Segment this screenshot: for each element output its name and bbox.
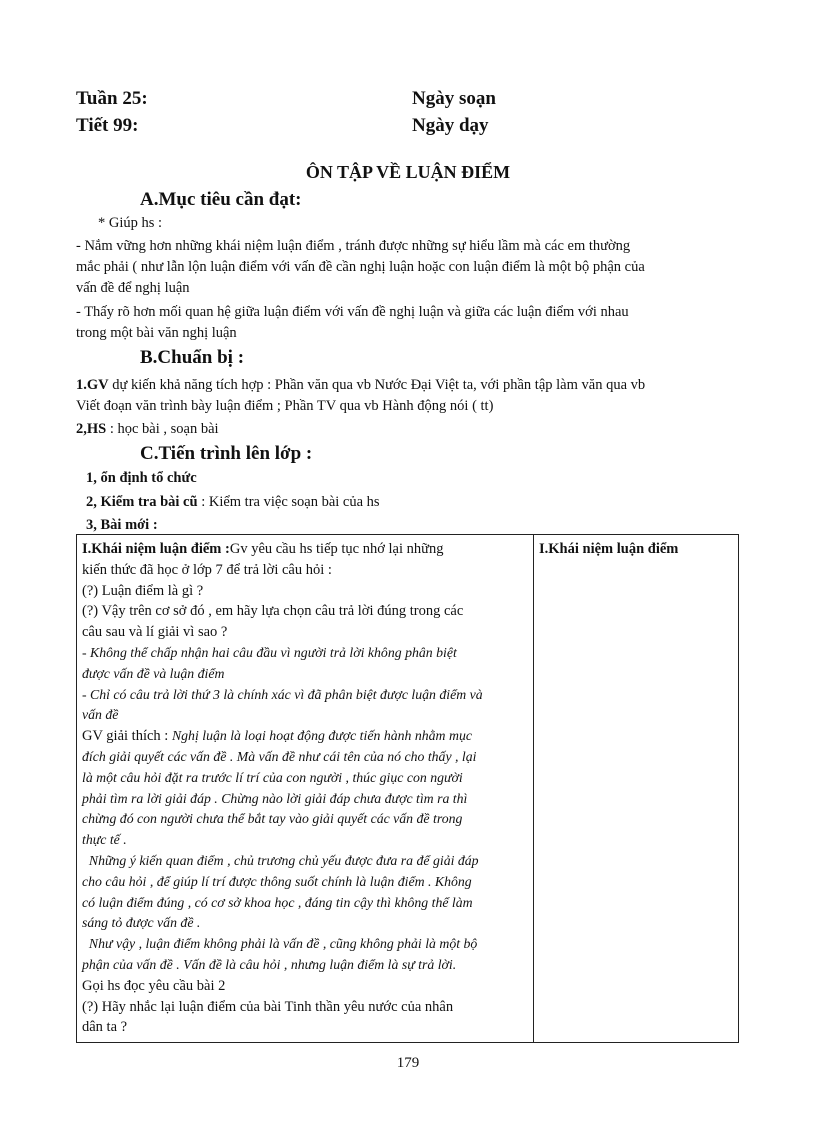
hs-label: 2,HS xyxy=(76,421,107,437)
table-line: Gọi hs đọc yêu cầu bài 2 xyxy=(82,977,226,994)
explain-line: chừng đó con người chưa thể bắt tay vào giải quyết các vấn đề trong xyxy=(82,811,463,827)
question-line: (?) Hãy nhắc lại luận điểm của bài Tinh thần yêu nước của nhân xyxy=(82,998,454,1015)
section-a-line: - Nắm vững hơn những khái niệm luận điểm , tránh được những sự hiểu lầm mà các em thường xyxy=(76,238,631,254)
section-c-heading: C.Tiến trình lên lớp : xyxy=(140,443,313,464)
table-line: câu sau và lí giải vì sao ? xyxy=(82,624,228,641)
section-a-intro: * Giúp hs : xyxy=(98,215,163,231)
week-label: Tuần 25: xyxy=(76,88,148,109)
content-heading: I.Khái niệm luận điểm xyxy=(539,541,679,557)
section-a-heading: A.Mục tiêu cần đạt: xyxy=(140,189,302,210)
explain-line: Nghị luận là loại hoạt động được tiến hành nhằm mục xyxy=(171,728,472,744)
answer-line: - Chỉ có câu trả lời thứ 3 là chính xác vì đã phân biệt được luận điểm và xyxy=(82,686,483,702)
hs-text: : học bài , soạn bài xyxy=(106,421,219,437)
explain-line: phận của vấn đề . Vấn đề là câu hỏi , nhưng luận điểm là sự trả lời. xyxy=(82,956,457,972)
content-cell xyxy=(534,535,739,1043)
table-line: kiến thức đã học ở lớp 7 để trả lời câu hỏi : xyxy=(82,561,332,578)
prep-date-label: Ngày soạn xyxy=(412,88,496,109)
concept-heading: I.Khái niệm luận điểm : xyxy=(82,541,230,557)
section-a-line: mắc phải ( như lẫn lộn luận điểm với vấn đề cần nghị luận hoặc con luận điểm là một bộ phận của xyxy=(76,259,645,275)
step-3: 3, Bài mới : xyxy=(86,517,158,533)
lesson-table xyxy=(76,534,739,1043)
question-line: (?) Vậy trên cơ sở đó , em hãy lựa chọn câu trả lời đúng trong các xyxy=(82,603,464,620)
explain-line: phải tìm ra lời giải đáp . Chừng nào lời giải đáp chưa được tìm ra thì xyxy=(82,790,468,806)
step-2 xyxy=(86,492,380,513)
lesson-label: Tiết 99: xyxy=(76,115,139,136)
explain-line: Những ý kiến quan điểm , chủ trương chủ yếu được đưa ra để giải đáp xyxy=(82,852,479,868)
table-line: Gv yêu cầu hs tiếp tục nhớ lại những xyxy=(229,541,444,557)
answer-line: vấn đề xyxy=(82,707,119,723)
gv-text: dự kiến khả năng tích hợp : Phần văn qua vb Nước Đại Việt ta, với phần tập làm văn qua vb xyxy=(108,377,646,393)
answer-line: được vấn đề và luận điểm xyxy=(82,665,225,681)
section-b-gv xyxy=(76,375,645,396)
step-1: 1, ổn định tổ chức xyxy=(86,470,197,486)
section-b-hs xyxy=(76,419,219,440)
step-2-label: 2, Kiểm tra bài cũ xyxy=(86,494,198,510)
explain-line: Như vậy , luận điểm không phải là vấn đề , cũng không phải là một bộ xyxy=(82,936,478,952)
explain-line: là một câu hỏi đặt ra trước lí trí của con người , thúc giục con người xyxy=(82,769,463,785)
table-line: dân ta ? xyxy=(82,1019,128,1036)
explain-line: có luận điểm đúng , có cơ sở khoa học , đáng tin cậy thì không thể làm xyxy=(82,894,473,910)
explain-line: đích giải quyết các vấn đề . Mà vấn đề như cái tên của nó cho thấy , lại xyxy=(82,748,477,764)
explain-label: GV giải thích : xyxy=(82,728,172,745)
section-a-line: - Thấy rõ hơn mối quan hệ giữa luận điểm với vấn đề nghị luận và giữa các luận điểm với nhau xyxy=(76,304,629,320)
page-title: ÔN TẬP VỀ LUẬN ĐIỂM xyxy=(305,162,511,182)
section-a-line: trong một bài văn nghị luận xyxy=(76,325,237,341)
gv-label: 1.GV xyxy=(76,377,109,393)
activity-cell xyxy=(77,535,534,1043)
step-2-text: : Kiểm tra việc soạn bài của hs xyxy=(197,494,380,510)
section-a-line: vấn đề để nghị luận xyxy=(76,280,190,296)
explain-line: thực tế . xyxy=(82,832,127,848)
explain-line: sáng tỏ được vấn đề . xyxy=(82,915,201,931)
section-b-heading: B.Chuẩn bị : xyxy=(140,347,245,368)
explain-line: cho câu hỏi , để giúp lí trí được thông suốt chính là luận điểm . Không xyxy=(82,873,472,889)
teach-date-label: Ngày dạy xyxy=(412,115,489,136)
page-number: 179 xyxy=(396,1055,420,1071)
section-b-gv-cont: Viết đoạn văn trình bày luận điểm ; Phần TV qua vb Hành động nói ( tt) xyxy=(76,398,494,414)
answer-line: - Không thể chấp nhận hai câu đầu vì người trả lời không phân biệt xyxy=(82,644,457,660)
question-line: (?) Luận điểm là gì ? xyxy=(82,582,204,599)
